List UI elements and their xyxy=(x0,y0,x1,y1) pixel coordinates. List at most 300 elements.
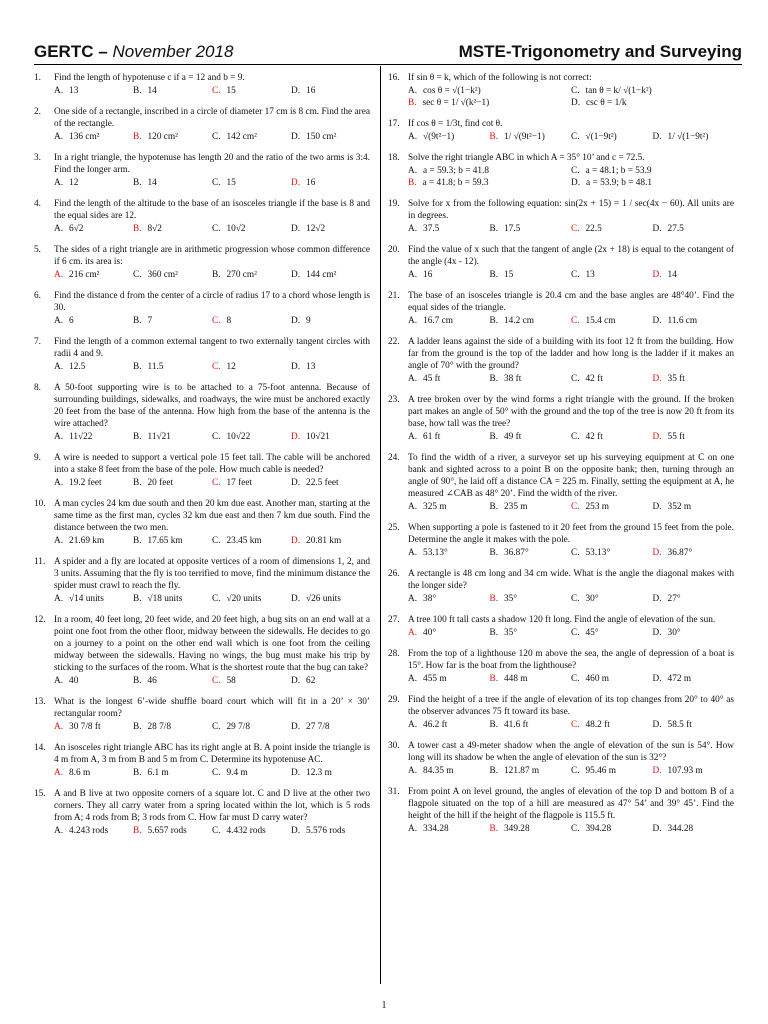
answer-option xyxy=(571,673,653,685)
answer-option xyxy=(133,767,212,779)
option-letter: D. xyxy=(291,270,301,280)
question-item xyxy=(388,568,734,605)
header-title xyxy=(34,42,233,62)
option-value: 13 xyxy=(69,86,79,96)
question-text: If sin θ = k, which of the following is not correct: xyxy=(408,73,592,83)
answer-option xyxy=(571,315,653,327)
answer-option xyxy=(54,361,133,373)
answer-option xyxy=(291,675,370,687)
option-value: 36.87° xyxy=(504,548,529,558)
option-value: 40° xyxy=(423,628,437,638)
question-number: 16. xyxy=(388,73,400,83)
option-value: 21.69 km xyxy=(69,536,105,546)
option-value: 30° xyxy=(585,594,599,604)
option-letter: D. xyxy=(652,270,662,280)
question-item xyxy=(388,198,734,235)
question-item xyxy=(388,72,734,109)
option-letter: A. xyxy=(408,594,418,604)
question-number: 25. xyxy=(388,523,400,533)
option-value: 46 xyxy=(147,676,157,686)
option-value: cos θ = √(1−k²) xyxy=(423,86,481,96)
option-letter: B. xyxy=(133,224,142,234)
option-letter: B. xyxy=(133,86,142,96)
question-item xyxy=(388,290,734,327)
answer-options xyxy=(54,767,370,779)
option-value: 12 xyxy=(69,178,79,188)
option-letter: A. xyxy=(54,86,64,96)
question-number: 14. xyxy=(34,743,46,753)
answer-option xyxy=(212,675,291,687)
question-item xyxy=(388,522,734,559)
option-value: 55 ft xyxy=(667,432,685,442)
option-letter: A. xyxy=(408,166,418,176)
question-text: One side of a rectangle, inscribed in a circle of diameter 17 cm is 8 cm. Find the area of the rectangle. xyxy=(54,107,370,129)
option-letter: A. xyxy=(408,674,418,684)
option-letter: B. xyxy=(489,548,499,558)
option-letter: B. xyxy=(133,362,142,372)
option-value: 15 xyxy=(226,178,236,188)
question-item xyxy=(34,556,370,605)
option-letter: C. xyxy=(571,86,580,96)
option-letter: D. xyxy=(652,502,662,512)
answer-option xyxy=(291,131,370,143)
answer-options xyxy=(54,315,370,327)
option-value: 15 xyxy=(226,86,236,96)
option-letter: A. xyxy=(54,362,64,372)
column-divider xyxy=(380,66,381,984)
option-letter: D. xyxy=(652,824,662,834)
header-rule xyxy=(34,64,742,65)
option-letter: B. xyxy=(489,628,499,638)
question-text: A rectangle is 48 cm long and 34 cm wide. What is the angle the diagonal makes with the longer side? xyxy=(408,569,734,591)
answer-option xyxy=(133,223,212,235)
option-value: 5.576 rods xyxy=(306,826,346,836)
left-column xyxy=(34,72,370,846)
answer-options xyxy=(54,477,370,489)
answer-option xyxy=(408,131,490,143)
question-number: 8. xyxy=(34,383,41,393)
option-letter: A. xyxy=(408,502,418,512)
answer-option xyxy=(408,593,490,605)
option-value: 42 ft xyxy=(585,432,603,442)
option-letter: C. xyxy=(571,720,580,730)
option-value: 4.243 rods xyxy=(69,826,109,836)
question-text: Find the length of the altitude to the base of an isosceles triangle if the base is 8 and the equal sides are 12. xyxy=(54,199,370,221)
question-item xyxy=(34,198,370,235)
option-letter: B. xyxy=(133,132,142,142)
answer-options xyxy=(408,165,734,189)
question-text: Find the length of hypotenuse c if a = 12 and b = 9. xyxy=(54,73,245,83)
answer-option xyxy=(571,177,734,189)
option-letter: C. xyxy=(212,676,221,686)
option-letter: B. xyxy=(133,722,142,732)
option-value: a = 59.3; b = 41.8 xyxy=(423,166,490,176)
option-value: 120 cm² xyxy=(147,132,178,142)
answer-option xyxy=(571,131,653,143)
option-value: 14 xyxy=(667,270,677,280)
question-item xyxy=(388,118,734,143)
option-letter: D. xyxy=(652,720,662,730)
option-value: 6.1 m xyxy=(147,768,169,778)
answer-option xyxy=(408,501,490,513)
question-number: 26. xyxy=(388,569,400,579)
question-text: When supporting a pole is fastened to it 20 feet from the ground 15 feet from the pole. Determine the angle it makes with the pole. xyxy=(408,523,734,545)
option-value: a = 48.1; b = 53.9 xyxy=(585,166,652,176)
option-value: 216 cm² xyxy=(69,270,100,280)
answer-options xyxy=(54,535,370,547)
option-letter: C. xyxy=(212,536,221,546)
header-dash: – xyxy=(98,42,108,61)
answer-option xyxy=(133,477,212,489)
question-item xyxy=(388,740,734,777)
option-letter: B. xyxy=(133,432,142,442)
option-letter: C. xyxy=(212,224,221,234)
option-value: 15.4 cm xyxy=(585,316,616,326)
option-value: 29 7/8 xyxy=(226,722,251,732)
option-letter: D. xyxy=(291,86,301,96)
option-letter: D. xyxy=(652,674,662,684)
answer-option xyxy=(408,373,490,385)
answer-option xyxy=(653,269,735,281)
option-letter: B. xyxy=(489,594,499,604)
answer-options xyxy=(408,85,734,109)
option-value: 11√21 xyxy=(147,432,171,442)
option-value: 12√2 xyxy=(306,224,326,234)
answer-option xyxy=(653,431,735,443)
answer-option xyxy=(653,373,735,385)
option-letter: C. xyxy=(571,270,580,280)
option-letter: C. xyxy=(212,362,221,372)
option-value: 30° xyxy=(667,628,681,638)
option-value: 22.5 feet xyxy=(306,478,339,488)
option-value: 13 xyxy=(306,362,316,372)
option-letter: D. xyxy=(652,766,662,776)
answer-option xyxy=(490,131,572,143)
option-letter: A. xyxy=(408,628,418,638)
answer-options xyxy=(408,823,734,835)
question-number: 22. xyxy=(388,337,400,347)
option-letter: B. xyxy=(133,676,142,686)
option-letter: D. xyxy=(291,594,301,604)
answer-options xyxy=(408,719,734,731)
option-letter: A. xyxy=(408,824,418,834)
question-number: 4. xyxy=(34,199,41,209)
option-value: 35 ft xyxy=(667,374,685,384)
option-letter: D. xyxy=(652,132,662,142)
option-value: 325 m xyxy=(423,502,447,512)
option-value: 144 cm² xyxy=(306,270,337,280)
option-value: 38 ft xyxy=(504,374,522,384)
question-text: The base of an isosceles triangle is 20.4 cm and the base angles are 48°40’. Find the equal sides of the triangle. xyxy=(408,291,734,313)
option-value: 35° xyxy=(504,594,518,604)
answer-option xyxy=(212,223,291,235)
question-number: 5. xyxy=(34,245,41,255)
option-value: 38° xyxy=(423,594,437,604)
question-item xyxy=(34,742,370,779)
question-text: What is the longest 6’-wide shuffle board court which will fit in a 20’ × 30’ rectangular room? xyxy=(54,697,370,719)
option-value: 11.5 xyxy=(147,362,164,372)
question-item xyxy=(34,244,370,281)
option-value: 334.28 xyxy=(423,824,449,834)
question-text: A 50-foot supporting wire is to be attached to a 75-foot antenna. Because of surrounding buildings, sidewalks, and roadways, the wire must be anchored exactly 20 feet from the base of the antenna. How high from the base of the antenna is the wire attached? xyxy=(54,383,370,429)
answer-option xyxy=(653,823,735,835)
option-letter: A. xyxy=(54,132,64,142)
answer-options xyxy=(408,431,734,443)
option-value: 36.87° xyxy=(667,548,693,558)
option-letter: D. xyxy=(652,374,662,384)
option-value: 45 ft xyxy=(423,374,441,384)
question-text: A tree broken over by the wind forms a right triangle with the ground. If the broken part makes an angle of 50° with the ground and the top of the tree is now 20 ft from its base, how tall was the tree? xyxy=(408,395,734,429)
answer-options xyxy=(408,223,734,235)
option-letter: C. xyxy=(133,270,142,280)
option-letter: C. xyxy=(571,628,580,638)
answer-option xyxy=(133,131,212,143)
question-text: If cos θ = 1/3t, find cot θ. xyxy=(408,119,503,129)
answer-option xyxy=(291,535,370,547)
header-month: November 2018 xyxy=(112,42,234,61)
question-text: To find the width of a river, a surveyor set up his surveying equipment at C on one bank and sighted across to a point B on the opposite bank; then, turning through an angle of 90°, he laid off a distance CA = 225 m. Finally, setting the equipment at A, he measured ∠CAB as 48° 20’. Find the width of the river. xyxy=(408,453,734,499)
question-text: A ladder leans against the side of a building with its foot 12 ft from the building. How far from the ground is the top of the ladder and how long is the ladder if it makes an angle of 70° with the ground? xyxy=(408,337,734,371)
answer-option xyxy=(291,223,370,235)
answer-option xyxy=(653,315,735,327)
answer-option xyxy=(291,269,370,281)
option-value: 352 m xyxy=(667,502,692,512)
option-value: 20.81 km xyxy=(306,536,342,546)
option-value: 14.2 cm xyxy=(504,316,534,326)
option-value: 45° xyxy=(585,628,599,638)
answer-option xyxy=(490,373,572,385)
answer-options xyxy=(408,765,734,777)
option-value: 35° xyxy=(504,628,518,638)
option-value: 121.87 m xyxy=(504,766,540,776)
option-letter: B. xyxy=(489,502,499,512)
option-value: 6 xyxy=(69,316,74,326)
option-letter: B. xyxy=(133,768,142,778)
answer-option xyxy=(408,547,490,559)
option-letter: D. xyxy=(291,178,301,188)
option-letter: A. xyxy=(408,548,418,558)
question-number: 27. xyxy=(388,615,400,625)
question-number: 19. xyxy=(388,199,400,209)
answer-option xyxy=(54,177,133,189)
option-letter: D. xyxy=(291,432,301,442)
answer-options xyxy=(54,85,370,97)
option-value: 49 ft xyxy=(504,432,522,442)
header-org: GERTC xyxy=(34,42,94,61)
question-number: 3. xyxy=(34,153,41,163)
option-value: √14 units xyxy=(69,594,104,604)
answer-option xyxy=(408,269,490,281)
option-letter: C. xyxy=(212,132,221,142)
question-item xyxy=(34,498,370,547)
option-letter: D. xyxy=(291,768,301,778)
answer-option xyxy=(571,593,653,605)
answer-options xyxy=(54,131,370,143)
option-value: 253 m xyxy=(585,502,610,512)
option-letter: A. xyxy=(408,432,418,442)
answer-option xyxy=(490,431,572,443)
option-letter: B. xyxy=(133,594,142,604)
question-number: 20. xyxy=(388,245,400,255)
option-value: a = 41.8; b = 59.3 xyxy=(422,178,489,188)
option-letter: C. xyxy=(212,768,221,778)
option-value: 23.45 km xyxy=(226,536,262,546)
answer-options xyxy=(408,501,734,513)
option-letter: D. xyxy=(291,132,301,142)
answer-option xyxy=(653,131,735,143)
question-number: 11. xyxy=(34,557,46,567)
answer-option xyxy=(408,627,490,639)
option-value: 10√2 xyxy=(226,224,246,234)
option-value: 10√21 xyxy=(306,432,330,442)
answer-option xyxy=(653,627,735,639)
answer-option xyxy=(133,269,212,281)
question-number: 9. xyxy=(34,453,41,463)
option-value: √20 units xyxy=(226,594,262,604)
answer-option xyxy=(291,767,370,779)
option-letter: A. xyxy=(54,478,64,488)
question-number: 13. xyxy=(34,697,46,707)
question-number: 21. xyxy=(388,291,400,301)
question-text: Find the height of a tree if the angle of elevation of its top changes from 20° to 40° as the observer advances 75 ft toward its base. xyxy=(408,695,734,717)
option-value: 150 cm² xyxy=(306,132,337,142)
option-value: 40 xyxy=(69,676,79,686)
option-value: 8.6 m xyxy=(69,768,91,778)
option-letter: B. xyxy=(489,374,499,384)
answer-options xyxy=(408,547,734,559)
question-item xyxy=(34,614,370,687)
answer-option xyxy=(653,673,735,685)
question-text: Find the distance d from the center of a circle of radius 17 to a chord whose length is 30. xyxy=(54,291,370,313)
option-letter: C. xyxy=(571,316,580,326)
question-number: 15. xyxy=(34,789,46,799)
answer-option xyxy=(54,131,133,143)
option-letter: A. xyxy=(408,224,418,234)
option-value: 344.28 xyxy=(667,824,694,834)
option-value: 5.657 rods xyxy=(147,826,187,836)
answer-option xyxy=(212,721,291,733)
option-value: 235 m xyxy=(504,502,528,512)
question-number: 10. xyxy=(34,499,46,509)
option-letter: A. xyxy=(408,720,418,730)
option-value: 46.2 ft xyxy=(423,720,448,730)
question-text: In a room, 40 feet long, 20 feet wide, and 20 feet high, a bug sits on an end wall at a point one foot from the other floor, midway between the sidewalls. He decides to go on a journey to a point on the other end wall which is one foot from the ceiling midway between the sidewalls. Having no wings, the bug must make his trip by sticking to the surfaces of the room. What is the shortest route that the bug can take? xyxy=(54,615,370,673)
answer-option xyxy=(571,431,653,443)
question-item xyxy=(34,72,370,97)
option-letter: C. xyxy=(571,766,580,776)
answer-option xyxy=(291,593,370,605)
answer-option xyxy=(133,361,212,373)
answer-option xyxy=(133,431,212,443)
option-value: 472 m xyxy=(667,674,692,684)
header-subject: MSTE-Trigonometry and Surveying xyxy=(458,42,742,61)
option-letter: C. xyxy=(571,594,580,604)
option-value: 360 cm² xyxy=(147,270,178,280)
option-value: 10√22 xyxy=(226,432,251,442)
option-value: 16 xyxy=(423,270,433,280)
answer-options xyxy=(54,593,370,605)
option-letter: C. xyxy=(571,374,580,384)
answer-option xyxy=(408,177,571,189)
option-letter: B. xyxy=(408,98,417,108)
option-value: 1/ √(1−9t²) xyxy=(667,132,709,142)
answer-option xyxy=(54,431,133,443)
option-letter: A. xyxy=(408,316,418,326)
answer-option xyxy=(54,721,133,733)
option-letter: C. xyxy=(212,86,221,96)
option-letter: B. xyxy=(133,826,142,836)
option-value: 16 xyxy=(306,86,316,96)
option-value: 455 m xyxy=(423,674,447,684)
option-letter: A. xyxy=(54,270,64,280)
answer-option xyxy=(133,825,212,837)
option-letter: A. xyxy=(54,768,64,778)
question-number: 17. xyxy=(388,119,400,129)
option-value: 6√2 xyxy=(69,224,84,234)
question-item xyxy=(34,152,370,189)
answer-option xyxy=(291,477,370,489)
option-letter: D. xyxy=(571,98,581,108)
option-letter: A. xyxy=(54,722,64,732)
question-text: A wire is needed to support a vertical pole 15 feet tall. The cable will be anchored into a stake 8 feet from the base of the pole. How much cable is needed? xyxy=(54,453,370,475)
answer-option xyxy=(490,673,572,685)
option-value: 27 7/8 xyxy=(306,722,330,732)
question-number: 30. xyxy=(388,741,400,751)
answer-option xyxy=(212,269,291,281)
question-number: 29. xyxy=(388,695,400,705)
answer-option xyxy=(571,223,653,235)
option-letter: A. xyxy=(408,86,418,96)
question-item xyxy=(34,336,370,373)
answer-option xyxy=(653,719,735,731)
answer-option xyxy=(490,593,572,605)
answer-option xyxy=(212,767,291,779)
question-item xyxy=(388,786,734,835)
option-value: 16.7 cm xyxy=(423,316,453,326)
answer-option xyxy=(408,823,490,835)
question-text: In a right triangle, the hypotenuse has length 20 and the ratio of the two arms is 3:4. Find the longer arm. xyxy=(54,153,370,175)
answer-options xyxy=(408,373,734,385)
answer-option xyxy=(212,535,291,547)
answer-option xyxy=(54,535,133,547)
answer-option xyxy=(571,373,653,385)
option-value: 14 xyxy=(147,86,157,96)
answer-options xyxy=(54,675,370,687)
option-letter: D. xyxy=(652,224,662,234)
answer-option xyxy=(212,431,291,443)
answer-option xyxy=(408,673,490,685)
question-number: 28. xyxy=(388,649,400,659)
option-letter: B. xyxy=(489,270,499,280)
answer-option xyxy=(291,85,370,97)
question-item xyxy=(388,152,734,189)
option-letter: A. xyxy=(54,432,64,442)
answer-option xyxy=(408,97,571,109)
option-letter: C. xyxy=(571,502,580,512)
question-number: 24. xyxy=(388,453,400,463)
answer-options xyxy=(54,269,370,281)
option-value: 14 xyxy=(147,178,157,188)
question-text: From the top of a lighthouse 120 m above the sea, the angle of depression of a boat is 15°. How far is the boat from the lighthouse? xyxy=(408,649,734,671)
option-letter: C. xyxy=(571,674,580,684)
option-value: 11√22 xyxy=(69,432,93,442)
option-letter: B. xyxy=(489,432,499,442)
page-header xyxy=(34,42,742,64)
option-letter: D. xyxy=(291,478,301,488)
option-letter: B. xyxy=(133,316,142,326)
question-number: 1. xyxy=(34,73,41,83)
answer-option xyxy=(291,721,370,733)
